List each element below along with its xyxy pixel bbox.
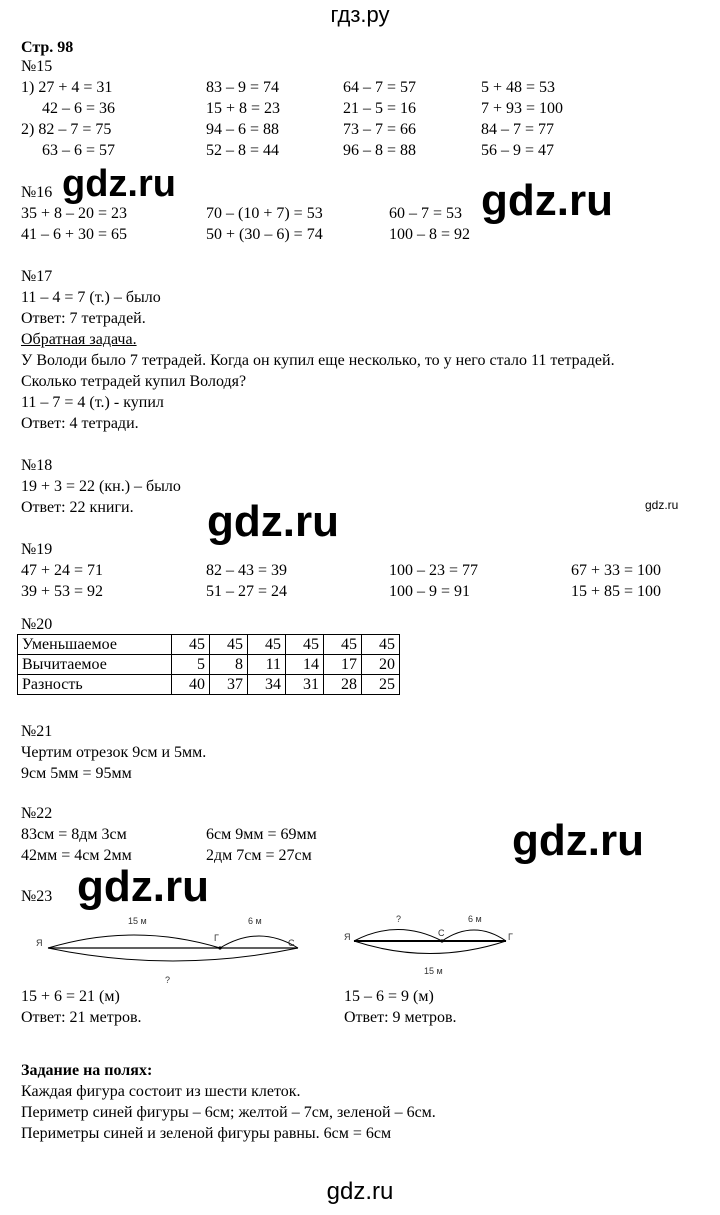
ex15-r2c2: 73 – 7 = 66 bbox=[343, 121, 417, 138]
ex19-r0c3: 67 + 33 = 100 bbox=[571, 562, 662, 579]
table-cell: 14 bbox=[286, 655, 324, 675]
ex15-r0c1: 83 – 9 = 74 bbox=[206, 79, 280, 96]
ex16-title: №16 bbox=[21, 184, 53, 201]
ex19-r1c0: 39 + 53 = 92 bbox=[21, 583, 104, 600]
ex15-r0c3: 5 + 48 = 53 bbox=[481, 79, 556, 96]
ex18-line0: 19 + 3 = 22 (кн.) – было bbox=[21, 478, 181, 495]
watermark: gdz.ru bbox=[77, 862, 209, 911]
margin-task-title: Задание на полях: bbox=[21, 1062, 153, 1079]
watermark: gdz.ru bbox=[645, 498, 679, 512]
ex19-title: №19 bbox=[21, 541, 53, 558]
table-cell: 8 bbox=[210, 655, 248, 675]
ex15-r1c3: 7 + 93 = 100 bbox=[481, 100, 564, 117]
ex21-line0: Чертим отрезок 9см и 5мм. bbox=[21, 744, 207, 761]
ex23-right-0: 15 – 6 = 9 (м) bbox=[344, 988, 434, 1005]
ex23-right-1: Ответ: 9 метров. bbox=[344, 1009, 457, 1026]
table-cell: 45 bbox=[248, 635, 286, 655]
table-cell: 25 bbox=[362, 675, 400, 695]
label-ya: Я bbox=[36, 938, 43, 948]
footer-logo: gdz.ru bbox=[326, 1178, 394, 1205]
ex21-title: №21 bbox=[21, 723, 53, 740]
ex15-r0c2: 64 – 7 = 57 bbox=[343, 79, 417, 96]
segment-diagram-1 bbox=[30, 910, 330, 985]
table-cell: 31 bbox=[286, 675, 324, 695]
ex19-r1c1: 51 – 27 = 24 bbox=[206, 583, 288, 600]
segment-diagram-2 bbox=[340, 910, 530, 978]
ex15-r3c0: 63 – 6 = 57 bbox=[42, 142, 116, 159]
label-s: С bbox=[288, 938, 295, 948]
ex17-line2: Обратная задача. bbox=[21, 331, 137, 348]
ex17-line6: Ответ: 4 тетради. bbox=[21, 415, 139, 432]
table-cell: 11 bbox=[248, 655, 286, 675]
ex15-r1c0: 42 – 6 = 36 bbox=[42, 100, 116, 117]
table-cell: 45 bbox=[172, 635, 210, 655]
ex22-title: №22 bbox=[21, 805, 53, 822]
table-cell: 40 bbox=[172, 675, 210, 695]
label-g: Г bbox=[214, 933, 219, 943]
arc-15m bbox=[48, 935, 220, 948]
label-6m: 6 м bbox=[468, 914, 482, 924]
arc-6m bbox=[442, 930, 506, 941]
ex18-line1: Ответ: 22 книги. bbox=[21, 499, 134, 516]
ex19-r1c3: 15 + 85 = 100 bbox=[571, 583, 662, 600]
label-15m: 15 м bbox=[424, 966, 443, 976]
ex15-r0c0: 1) 27 + 4 = 31 bbox=[21, 79, 113, 96]
ex18-title: №18 bbox=[21, 457, 53, 474]
table-cell: 5 bbox=[172, 655, 210, 675]
label-question: ? bbox=[165, 975, 171, 985]
point-g bbox=[218, 946, 221, 949]
arc-6m bbox=[220, 936, 298, 948]
watermark: gdz.ru bbox=[481, 176, 613, 225]
ex19-r1c2: 100 – 9 = 91 bbox=[389, 583, 471, 600]
ex16-r0c1: 70 – (10 + 7) = 53 bbox=[206, 205, 323, 222]
ex15-r3c2: 96 – 8 = 88 bbox=[343, 142, 417, 159]
ex17-line3: У Володи было 7 тетрадей. Когда он купил еще несколько, то у него стало 11 тетрадей. bbox=[21, 352, 615, 369]
point-s bbox=[440, 939, 443, 942]
watermark: gdz.ru bbox=[62, 163, 176, 205]
watermark: gdz.ru bbox=[512, 816, 644, 865]
ex16-r1c2: 100 – 8 = 92 bbox=[389, 226, 471, 243]
ex22-r1c1: 2дм 7см = 27см bbox=[206, 847, 312, 864]
table-cell: 45 bbox=[362, 635, 400, 655]
table-row bbox=[18, 655, 400, 675]
ex15-r2c3: 84 – 7 = 77 bbox=[481, 121, 555, 138]
table-row bbox=[18, 675, 400, 695]
arc-15m bbox=[354, 941, 506, 954]
ex17-line5: 11 – 7 = 4 (т.) - купил bbox=[21, 394, 164, 411]
label-question: ? bbox=[396, 914, 402, 924]
ex15-title: №15 bbox=[21, 58, 53, 75]
ex17-line4: Сколько тетрадей купил Володя? bbox=[21, 373, 247, 390]
ex15-r3c3: 56 – 9 = 47 bbox=[481, 142, 555, 159]
table-row-label: Вычитаемое bbox=[18, 655, 172, 675]
table-cell: 28 bbox=[324, 675, 362, 695]
ex19-r0c1: 82 – 43 = 39 bbox=[206, 562, 288, 579]
ex15-r2c1: 94 – 6 = 88 bbox=[206, 121, 280, 138]
ex22-r0c1: 6см 9мм = 69мм bbox=[206, 826, 317, 843]
ex16-r1c0: 41 – 6 + 30 = 65 bbox=[21, 226, 128, 243]
table-cell: 20 bbox=[362, 655, 400, 675]
watermark: gdz.ru bbox=[207, 497, 339, 546]
margin-task-line1: Периметр синей фигуры – 6см; желтой – 7см, зеленой – 6см. bbox=[21, 1104, 436, 1121]
ex17-title: №17 bbox=[21, 268, 53, 285]
label-g: Г bbox=[508, 932, 513, 942]
table-cell: 45 bbox=[210, 635, 248, 655]
arc-total bbox=[48, 948, 298, 961]
page-title: Стр. 98 bbox=[21, 39, 74, 56]
ex15-r1c1: 15 + 8 = 23 bbox=[206, 100, 281, 117]
subtraction-table bbox=[17, 634, 400, 695]
table-row bbox=[18, 635, 400, 655]
ex16-r1c1: 50 + (30 – 6) = 74 bbox=[206, 226, 323, 243]
ex19-r0c0: 47 + 24 = 71 bbox=[21, 562, 104, 579]
ex23-title: №23 bbox=[21, 888, 53, 905]
label-6m: 6 м bbox=[248, 916, 262, 926]
margin-task-line2: Периметры синей и зеленой фигуры равны. 6см = 6см bbox=[21, 1125, 392, 1142]
ex17-line1: Ответ: 7 тетрадей. bbox=[21, 310, 146, 327]
ex23-left-0: 15 + 6 = 21 (м) bbox=[21, 988, 120, 1005]
ex15-r3c1: 52 – 8 = 44 bbox=[206, 142, 280, 159]
table-cell: 17 bbox=[324, 655, 362, 675]
ex21-line1: 9см 5мм = 95мм bbox=[21, 765, 132, 782]
ex17-line0: 11 – 4 = 7 (т.) – было bbox=[21, 289, 161, 306]
site-header: гдз.ру bbox=[330, 2, 390, 27]
table-cell: 37 bbox=[210, 675, 248, 695]
ex20-table-wrap bbox=[17, 634, 400, 695]
arc-question bbox=[354, 930, 442, 942]
table-cell: 45 bbox=[324, 635, 362, 655]
ex19-r0c2: 100 – 23 = 77 bbox=[389, 562, 479, 579]
label-s: С bbox=[438, 928, 445, 938]
ex16-r0c0: 35 + 8 – 20 = 23 bbox=[21, 205, 128, 222]
table-row-label: Разность bbox=[18, 675, 172, 695]
margin-task-line0: Каждая фигура состоит из шести клеток. bbox=[21, 1083, 301, 1100]
ex15-r2c0: 2) 82 – 7 = 75 bbox=[21, 121, 112, 138]
ex22-r0c0: 83см = 8дм 3см bbox=[21, 826, 127, 843]
label-ya: Я bbox=[344, 932, 351, 942]
table-row-label: Уменьшаемое bbox=[18, 635, 172, 655]
table-cell: 45 bbox=[286, 635, 324, 655]
ex23-left-1: Ответ: 21 метров. bbox=[21, 1009, 142, 1026]
table-cell: 34 bbox=[248, 675, 286, 695]
label-15m: 15 м bbox=[128, 916, 147, 926]
ex16-r0c2: 60 – 7 = 53 bbox=[389, 205, 463, 222]
ex22-r1c0: 42мм = 4см 2мм bbox=[21, 847, 132, 864]
ex20-title: №20 bbox=[21, 616, 53, 633]
ex15-r1c2: 21 – 5 = 16 bbox=[343, 100, 417, 117]
